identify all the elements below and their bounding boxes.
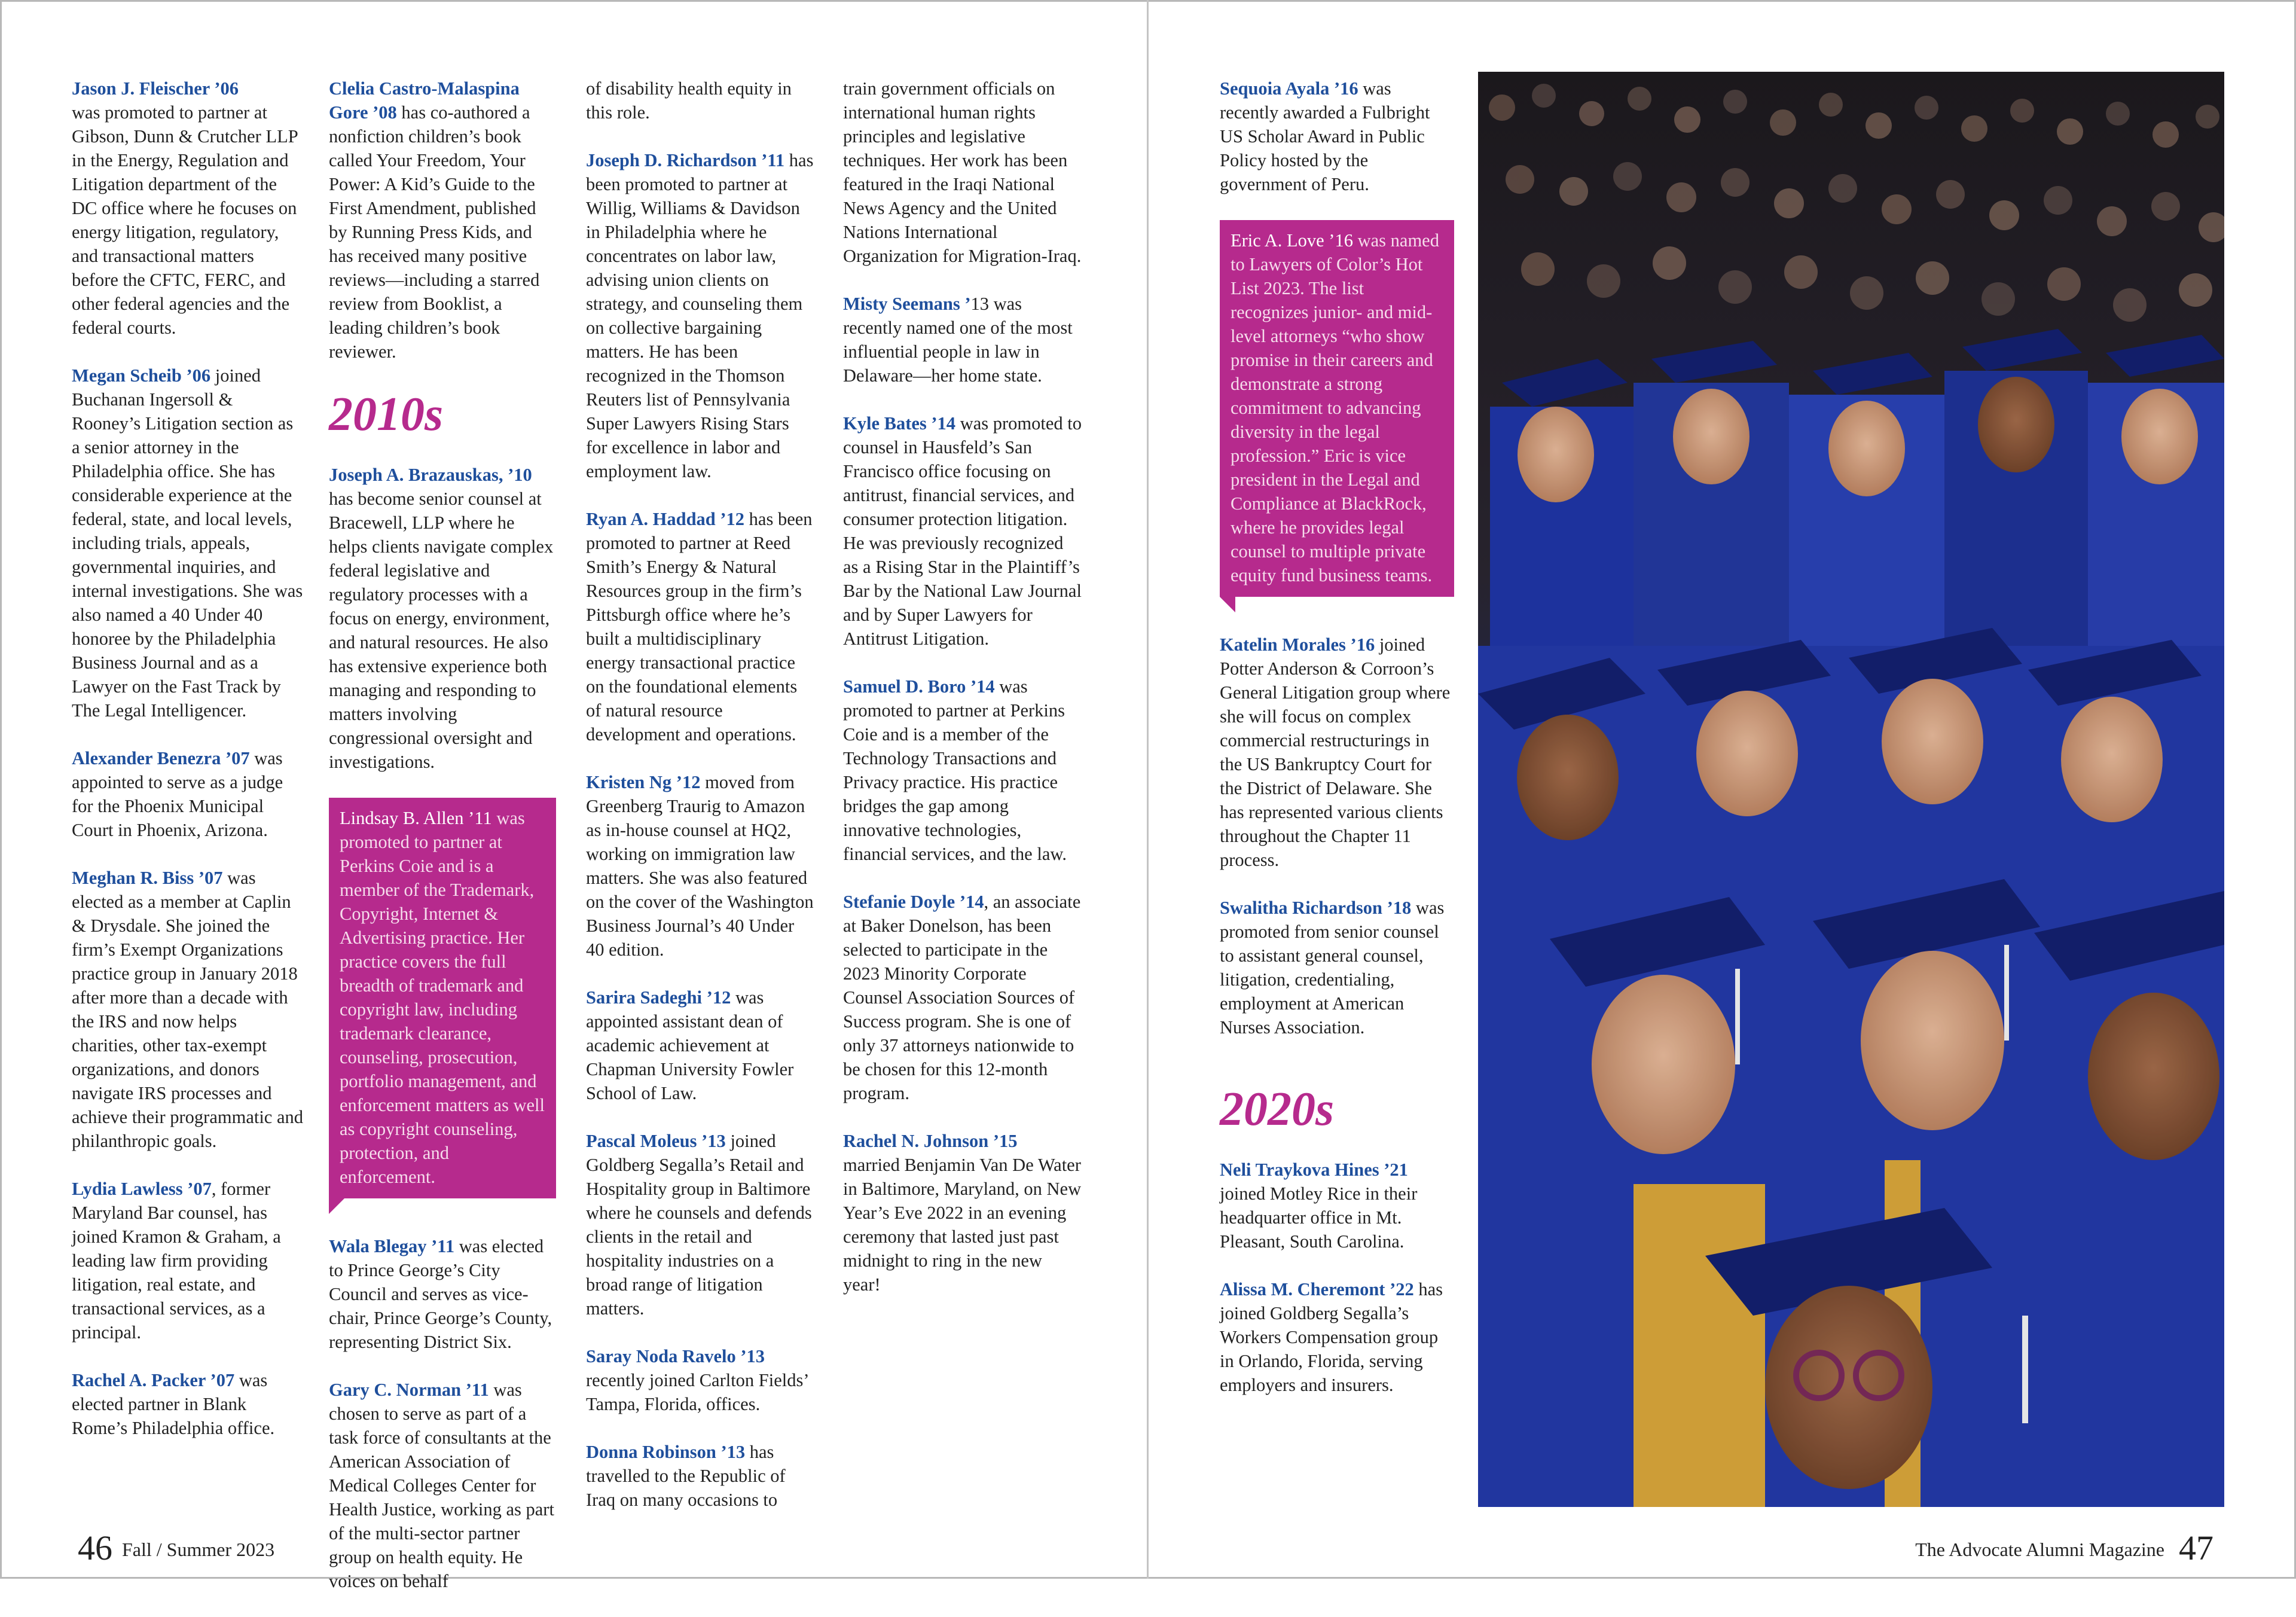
entry-text: was elected as a member at Caplin & Drysdale. She joined the firm’s Exempt Organizations practice group in January 2018 after more than a decade with the IRS and now helps charities, other tax-exempt organizations, and donors navigate IRS processes and achieve their programmatic and philanthropic goals.	[72, 868, 303, 1151]
entry-text: was promoted to partner at Perkins Coie and is a member of the Technology Transactions and Privacy practice. His practice bridges the gap among innovative technologies, financial services, and the law.	[843, 676, 1067, 864]
page-number: 47	[2179, 1528, 2213, 1567]
entry	[72, 1177, 304, 1344]
column-4	[843, 77, 1082, 1320]
highlight-callout	[1220, 220, 1454, 597]
entry	[72, 866, 304, 1153]
entry-text: was promoted to partner at Gibson, Dunn & Crutcher LLP in the Energy, Regulation and Litigation department of the DC office where he focuses on energy litigation, regulatory, and transactional matters before the CFTC, FERC, and other federal agencies and the federal courts.	[72, 102, 298, 338]
graduation-crowd-photo	[1478, 72, 2224, 1507]
entry	[843, 77, 1082, 268]
issue-label: Fall / Summer 2023	[122, 1539, 275, 1560]
entry-name: Eric A. Love ’16	[1231, 230, 1353, 251]
entry-text: was appointed assistant dean of academic achievement at Chapman University Fowler School of Law.	[586, 987, 794, 1103]
entry-name: Clelia Castro-Malaspina Gore ’08	[329, 78, 520, 123]
entry	[586, 1129, 814, 1320]
entry-name: Meghan R. Biss ’07	[72, 868, 223, 888]
entry	[72, 77, 304, 340]
decade-heading-2020s: 2020s	[1220, 1083, 1335, 1136]
entry-name: Pascal Moleus ’13	[586, 1131, 726, 1151]
entry	[843, 675, 1082, 866]
right-column	[1220, 77, 1454, 1421]
entry	[329, 1378, 556, 1593]
entry-name: Sequoia Ayala ’16	[1220, 78, 1358, 99]
entry	[1220, 1158, 1454, 1253]
entry-name: Megan Scheib ’06	[72, 365, 211, 386]
entry-text: was recently awarded a Fulbright US Scholar Award in Public Policy hosted by the government of Peru.	[1220, 78, 1430, 194]
entry	[72, 746, 304, 842]
magazine-title: The Advocate Alumni Magazine	[1915, 1539, 2164, 1560]
entry-text: train government officials on international human rights principles and legislative techniques. Her work has been featured in the Iraqi National News Agency and the United Nations International Organization for Migration-Iraq.	[843, 78, 1082, 266]
entry-text: has co-authored a nonfiction children’s book called Your Freedom, Your Power: A Kid’s Guide to the First Amendment, published by Running Press Kids, and has received many positive reviews—including a starred review from Booklist, a leading children’s book reviewer.	[329, 102, 540, 362]
entry-name: Rachel N. Johnson ’15	[843, 1131, 1018, 1151]
page-number: 46	[78, 1528, 112, 1567]
highlight-callout	[329, 798, 556, 1198]
entry-text: joined Buchanan Ingersoll & Rooney’s Litigation section as a senior attorney in the Philadelphia office. She has considerable experience at the federal, state, and local levels, including trials, appeals, governmental inquiries, and internal investigations. She was also named a 40 Under 40 honoree by the Philadelphia Business Journal and as a Lawyer on the Fast Track by The Legal Intelligencer.	[72, 365, 303, 721]
entry-text: of disability health equity in this role.	[586, 78, 792, 123]
entry	[329, 77, 556, 364]
entry-name: Alexander Benezra ’07	[72, 748, 250, 768]
entry	[843, 292, 1082, 388]
entry-name: Lindsay B. Allen ’11	[340, 808, 492, 828]
entry-name: Saray Noda Ravelo ’13	[586, 1346, 765, 1366]
entry	[586, 148, 814, 483]
right-footer	[1915, 1528, 2213, 1568]
entry-text: recently joined Carlton Fields’ Tampa, Florida, offices.	[586, 1370, 808, 1414]
entry	[72, 364, 304, 722]
entry-text: moved from Greenberg Traurig to Amazon as in-house counsel at HQ2, working on immigration law matters. She was also featured on the cover of the Washington Business Journal’s 40 Under 40 edition.	[586, 772, 814, 960]
entry-name: Joseph A. Brazauskas, ’10	[329, 465, 532, 485]
entry	[586, 770, 814, 962]
entry-text: has been promoted to partner at Willig, Williams & Davidson in Philadelphia where he concentrates on labor law, advising union clients on strategy, and counseling them on collective bargaining matters. He has been recognized in the Thomson Reuters list of Pennsylvania Super Lawyers Rising Stars for excellence in labor and employment law.	[586, 150, 814, 481]
entry	[843, 890, 1082, 1105]
entry-text: was elected partner in Blank Rome’s Philadelphia office.	[72, 1370, 275, 1438]
page-gutter	[1147, 0, 1149, 1579]
entry-name: Neli Traykova Hines ’21	[1220, 1160, 1408, 1180]
entry-name: Lydia Lawless ’07	[72, 1179, 212, 1199]
entry	[1220, 1277, 1454, 1397]
entry-name: Misty Seemans ’	[843, 294, 971, 314]
entry-text: joined Motley Rice in their headquarter office in Mt. Pleasant, South Carolina.	[1220, 1183, 1418, 1252]
column-2	[329, 77, 556, 1617]
entry	[586, 986, 814, 1105]
entry-text: joined Potter Anderson & Corroon’s General Litigation group where she will focus on complex commercial restructurings in the US Bankruptcy Court for the District of Delaware. She has represented various clients throughout the Chapter 11 process.	[1220, 634, 1451, 870]
decade-heading-2010s: 2010s	[329, 388, 444, 441]
entry	[843, 1129, 1082, 1296]
entry-name: Swalitha Richardson ’18	[1220, 898, 1412, 918]
entry	[1220, 896, 1454, 1039]
entry	[586, 77, 814, 124]
entry-text: has joined Goldberg Segalla’s Workers Compensation group in Orlando, Florida, serving employers and insurers.	[1220, 1279, 1443, 1395]
entry-name: Kristen Ng ’12	[586, 772, 701, 792]
entry-text: was promoted to partner at Perkins Coie and is a member of the Trademark, Copyright, Internet & Advertising practice. Her practice covers the full breadth of trademark and copyright law, including trademark clearance, counseling, prosecution, portfolio management, and enforcement matters as well as copyright counseling, protection, and enforcement.	[340, 808, 545, 1187]
entry-name: Jason J. Fleischer ’06	[72, 78, 239, 99]
entry-name: Sarira Sadeghi ’12	[586, 987, 731, 1008]
column-3	[586, 77, 814, 1536]
entry	[586, 507, 814, 746]
entry-text: married Benjamin Van De Water in Baltimore, Maryland, on New Year’s Eve 2022 in an evening ceremony that lasted just past midnight to ring in the new year!	[843, 1155, 1082, 1295]
entry-name: Ryan A. Haddad ’12	[586, 509, 745, 529]
entry-text: , an associate at Baker Donelson, has been selected to participate in the 2023 Minority Corporate Counsel Association Sources of Success program. She is one of only 37 attorneys nationwide to be chosen for this 12-month program.	[843, 892, 1081, 1103]
entry-text: was named to Lawyers of Color’s Hot List 2023. The list recognizes junior- and mid-level attorneys “who show promise in their careers and demonstrate a strong commitment to advancing diversity in the legal profession.” Eric is vice president in the Legal and Compliance at BlackRock, where he provides legal counsel to multiple private equity fund business teams.	[1231, 230, 1439, 585]
entry-name: Donna Robinson ’13	[586, 1442, 746, 1462]
entry-name: Gary C. Norman ’11	[329, 1380, 489, 1400]
entry-text: was promoted to counsel in Hausfeld’s San Francisco office focusing on antitrust, financial services, and consumer protection litigation. He was previously recognized as a Rising Star in the Plaintiff’s Bar by the National Law Journal and by Super Lawyers for Antitrust Litigation.	[843, 413, 1082, 649]
entry-name: Katelin Morales ’16	[1220, 634, 1375, 655]
entry	[329, 463, 556, 774]
entry	[1220, 633, 1454, 872]
entry	[1220, 77, 1454, 196]
entry	[586, 1344, 814, 1416]
entry-name: Kyle Bates ’14	[843, 413, 956, 434]
entry-name: Alissa M. Cheremont ’22	[1220, 1279, 1414, 1299]
entry	[72, 1368, 304, 1440]
entry	[843, 411, 1082, 651]
entry-text: has become senior counsel at Bracewell, LLP where he helps clients navigate complex federal legislative and regulatory processes with a focus on energy, environment, and natural resources. He also has extensive experience both managing and responding to matters involving congressional oversight and investigations.	[329, 489, 554, 772]
entry-text: , former Maryland Bar counsel, has joined Kramon & Graham, a leading law firm providing litigation, real estate, and transactional services, as a principal.	[72, 1179, 281, 1343]
left-footer	[78, 1528, 274, 1568]
entry-name: Stefanie Doyle ’14	[843, 892, 984, 912]
entry-text: joined Goldberg Segalla’s Retail and Hospitality group in Baltimore where he counsels and defends clients in the retail and hospitality industries on a broad range of litigation matters.	[586, 1131, 812, 1319]
entry-text: has travelled to the Republic of Iraq on many occasions to	[586, 1442, 786, 1510]
entry-text: was promoted from senior counsel to assistant general counsel, litigation, credentialing, employment at American Nurses Association.	[1220, 898, 1445, 1038]
entry-text: was elected to Prince George’s City Council and serves as vice-chair, Prince George’s County, representing District Six.	[329, 1236, 552, 1352]
entry	[586, 1440, 814, 1512]
entry-name: Joseph D. Richardson ’11	[586, 150, 785, 170]
entry-name: Rachel A. Packer ’07	[72, 1370, 235, 1390]
entry-text: 13 was recently named one of the most influential people in law in Delaware—her home state.	[843, 294, 1073, 386]
column-1	[72, 77, 304, 1464]
entry-text: has been promoted to partner at Reed Smith’s Energy & Natural Resources group in the firm’s Pittsburgh office where he’s built a multidisciplinary energy transactional practice on the foundational elements of natural resource development and operations.	[586, 509, 813, 745]
entry	[329, 1234, 556, 1354]
entry-name: Wala Blegay ’11	[329, 1236, 455, 1256]
entry-text: was chosen to serve as part of a task force of consultants at the American Association of Medical Colleges Center for Health Justice, working as part of the multi-sector partner group on health equity. He voices on behalf	[329, 1380, 554, 1591]
entry-name: Samuel D. Boro ’14	[843, 676, 995, 697]
entry-text: was appointed to serve as a judge for the Phoenix Municipal Court in Phoenix, Arizona.	[72, 748, 283, 840]
